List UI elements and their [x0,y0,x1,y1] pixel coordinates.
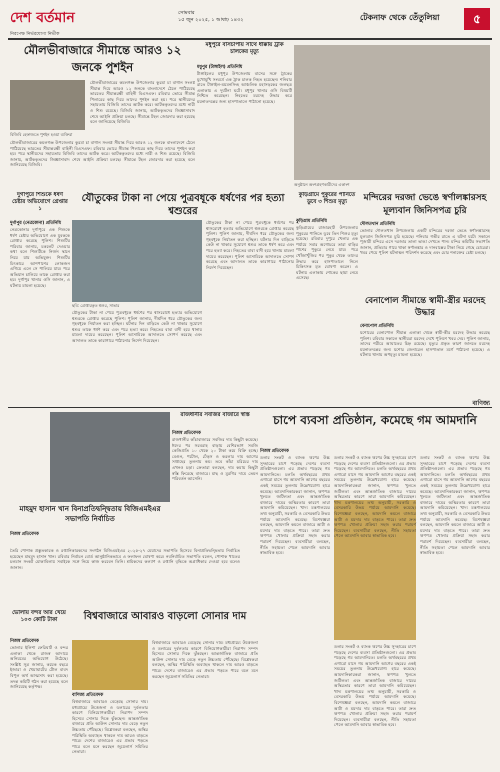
article-a1 [10,42,195,192]
a6-byline: দৌলতখান প্রতিনিধি [360,222,395,227]
a9-headline: রাজধানীর সবজির বাজারে স্বস্তি [180,412,250,418]
article-a5 [296,192,358,367]
a12-body-2: বিশ্ববাজারে আবারও বেড়েছে সোনার দাম। মধ্যপ্রাচ্যে উত্তেজনা ও ডলারের দুর্বলতার কারণে বিনিয়োগকারীরা নিরাপদ সম্পদ হিসেবে সোনার দিকে ঝুঁকছেন। আন্তর্জাতিক বাজারে প্রতি আউন্স সোনার দাম বেড়ে নতুন উচ্চতায় পৌঁছেছে। বিশ্লেষকরা বলছেন, অস্থির পরিস্থিতি অব্যাহত থাকলে দাম আরও বাড়তে পারে। দেশের বাজারেও এর প্রভাব পড়তে পারে বলে মনে করছেন জুয়েলার্স সমিতির নেতারা। [72,699,148,755]
a1-photo [10,80,85,130]
date: ১৫ জুন ২০২৫, ১ আষাঢ় ১৪৩২ [178,17,244,23]
a12-photo [72,640,148,690]
a6-headline: মন্দিরের দরজা ভেঙে স্বর্ণালঙ্কারসহ মূল্যবান জিনিসপত্র চুরি [363,193,487,216]
a1-body-2: মৌলভীবাজারের কমলগঞ্জ উপজেলার কুরমা চা বাগান সংলগ্ন সীমান্ত দিয়ে আরও ১২ জনকে বাংলাদেশে ঠেলে পাঠিয়েছে ভারতের সীমান্তরক্ষী বাহিনী বিএসএফ। রবিবার ভোরে সীমান্ত পিলারের কাছ দিয়ে তাদের পুশইন করা হয়। পরে স্থানীয়দের সহায়তায় বিজিবি তাদের আটক করে। আটককৃতদের মধ্যে নারী ও শিশু রয়েছে। বিজিবি জানায়, আটককৃতদের জিজ্ঞাসাবাদ শেষে আইনি প্রক্রিয়া চলছে। সীমান্তে টহল জোরদার করা হয়েছে বলে জানিয়েছে বিজিবি। [10,140,195,168]
a7-byline: বেনাপোল প্রতিনিধি [360,324,394,329]
a10-body-3: ডলার সংকট ও ব্যাংক ঋণের উচ্চ সুদহারের চাপে পড়েছে দেশের ব্যবসা প্রতিষ্ঠানগুলো। এর প্রভাব পড়েছে গম আমদানিতে। চলতি অর্থবছরের প্রথম এগারো মাসে গম আমদানি আগের বছরের একই সময়ের তুলনায় উল্লেখযোগ্য হারে কমেছে। আমদানিকারকরা জানান, ঋণপত্র খুলতে জটিলতা এবং আন্তর্জাতিক বাজারে দামের অস্থিরতার কারণে তারা আমদানি কমিয়েছেন। খাদ্য মন্ত্রণালয়ের তথ্য অনুযায়ী, সরকারি ও বেসরকারি উভয় পর্যায়ে আমদানি কমেছে। বিশেষজ্ঞরা বলছেন, আমদানি কমলে বাজারে আটা ও ময়দার দাম বাড়তে পারে। তারা দ্রুত ঋণপত্র খোলার প্রক্রিয়া সহজ করার পরামর্শ দিয়েছেন। ব্যবসায়ীরা বলছেন, নীতি সহায়তা পেলে আমদানি আবার স্বাভাবিক হবে। [334,644,416,728]
a7-headline: বেনাপোল সীমান্তে স্বামী-স্ত্রীর মরদেহ উদ্ধার [364,296,486,318]
a1-photo-caption: বিজিবি হেফাজতে পুশইন হওয়া ব্যক্তিরা [10,132,73,137]
a10-body-4: ডলার সংকট ও ব্যাংক ঋণের উচ্চ সুদহারের চাপে পড়েছে দেশের ব্যবসা প্রতিষ্ঠানগুলো। এর প্রভাব পড়েছে গম আমদানিতে। চলতি অর্থবছরের প্রথম এগারো মাসে গম আমদানি আগের বছরের একই সময়ের তুলনায় উল্লেখযোগ্য হারে কমেছে। আমদানিকারকরা জানান, ঋণপত্র খুলতে জটিলতা এবং আন্তর্জাতিক বাজারে দামের অস্থিরতার কারণে তারা আমদানি কমিয়েছেন। খাদ্য মন্ত্রণালয়ের তথ্য অনুযায়ী, সরকারি ও বেসরকারি উভয় পর্যায়ে আমদানি কমেছে। বিশেষজ্ঞরা বলছেন, আমদানি কমলে বাজারে আটা ও ময়দার দাম বাড়তে পারে। তারা দ্রুত ঋণপত্র খোলার প্রক্রিয়া সহজ করার পরামর্শ দিয়েছেন। ব্যবসায়ীরা বলছেন, নীতি সহায়তা পেলে আমদানি আবার স্বাভাবিক হবে। [420,455,490,556]
a3-headline: যৌতুকের টাকা না পেয়ে পুত্রবধূকে ধর্ষণের পর হত্যা শ্বশুরের [81,193,285,217]
a2-byline: মধুপুর (টাঙ্গাইল) প্রতিনিধি [197,65,243,70]
page-number: ৫ [464,8,490,30]
a5-headline: কুড়িগ্রামে পুকুরের পানিতে ডুবে ৩ শিশুর মৃত্যু [298,192,356,205]
a11-headline: ভোলায় বন্দর আর খেয়ে ১০৩ কোটি টাকা [12,610,66,623]
logo-text: দেশ বর্তমান [10,10,75,26]
section-label: বাণিজ্য [440,398,490,407]
a10-byline: নিজস্ব প্রতিবেদক [260,449,289,454]
a12-byline: বাণিজ্য প্রতিবেদক [72,693,104,698]
a5-body: কুড়িগ্রামের রাজারহাট উপজেলায় পুকুরের পানিতে ডুবে তিন শিশুর মৃত্যু হয়েছে। রবিবার দুপুরে খেলার এক পর্যায়ে সবার অগোচরে তারা বাড়ির পাশের পুকুরে নেমে যায়। পরে খোঁজাখুঁজির পর পুকুর থেকে তাদের উদ্ধার করে হাসপাতালে নিলে চিকিৎসক মৃত ঘোষণা করেন। এ ঘটনায় এলাকায় শোকের ছায়া নেমে এসেছে। [296,225,358,281]
masthead [0,0,500,40]
a3-body: যৌতুকের টাকা না পেয়ে পুত্রবধূকে ধর্ষণের পর শ্বাসরোধে হত্যার অভিযোগে শ্বশুরকে গ্রেপ্তার করেছে পুলিশ। পুলিশ জানায়, দীর্ঘদিন ধরে যৌতুকের জন্য গৃহবধূকে নির্যাতন করা হচ্ছিল। ঘটনার দিন বাড়িতে কেউ না থাকার সুযোগে শ্বশুর তাকে ধর্ষণ করে এবং পরে হত্যা করে। নিহতের বাবা বাদী হয়ে থানায় মামলা দায়ের করেছেন। পুলিশ আসামিকে আদালতে সোপর্দ করেছে এবং আদালত তাকে কারাগারে পাঠানোর নির্দেশ দিয়েছেন। [206,220,294,270]
a1-body: মৌলভীবাজারের কমলগঞ্জ উপজেলার কুরমা চা বাগান সংলগ্ন সীমান্ত দিয়ে আরও ১২ জনকে বাংলাদেশে ঠেলে পাঠিয়েছে ভারতের সীমান্তরক্ষী বাহিনী বিএসএফ। রবিবার ভোরে সীমান্ত পিলারের কাছ দিয়ে তাদের পুশইন করা হয়। পরে স্থানীয়দের সহায়তায় বিজিবি তাদের আটক করে। আটককৃতদের মধ্যে নারী ও শিশু রয়েছে। বিজিবি জানায়, আটককৃতদের জিজ্ঞাসাবাদ শেষে আইনি প্রক্রিয়া চলছে। সীমান্তে টহল জোরদার করা হয়েছে বলে জানিয়েছে বিজিবি। [90,80,195,125]
section-divider [8,407,492,408]
article-a8 [10,412,170,547]
a3-photo-caption: ছবি: গ্রেপ্তারকৃত শ্বশুর, সাভার [72,303,120,308]
a3-body-2: যৌতুকের টাকা না পেয়ে পুত্রবধূকে ধর্ষণের পর শ্বাসরোধে হত্যার অভিযোগে শ্বশুরকে গ্রেপ্তার করেছে পুলিশ। পুলিশ জানায়, দীর্ঘদিন ধরে যৌতুকের জন্য গৃহবধূকে নির্যাতন করা হচ্ছিল। ঘটনার দিন বাড়িতে কেউ না থাকার সুযোগে শ্বশুর তাকে ধর্ষণ করে এবং পরে হত্যা করে। নিহতের বাবা বাদী হয়ে থানায় মামলা দায়ের করেছেন। পুলিশ আসামিকে আদালতে সোপর্দ করেছে এবং আদালত তাকে কারাগারে পাঠানোর নির্দেশ দিয়েছেন। [72,310,202,343]
a9-byline: নিজস্ব প্রতিবেদক [172,431,201,436]
a5-byline: কুড়িগ্রাম প্রতিনিধি [296,219,327,224]
a1-headline: মৌলভীবাজারে সীমান্তে আরও ১২ জনকে পুশইন [23,43,182,74]
a10-body-2: ডলার সংকট ও ব্যাংক ঋণের উচ্চ সুদহারের চাপে পড়েছে দেশের ব্যবসা প্রতিষ্ঠানগুলো। এর প্রভাব পড়েছে গম আমদানিতে। চলতি অর্থবছরের প্রথম এগারো মাসে গম আমদানি আগের বছরের একই সময়ের তুলনায় উল্লেখযোগ্য হারে কমেছে। আমদানিকারকরা জানান, ঋণপত্র খুলতে জটিলতা এবং আন্তর্জাতিক বাজারে দামের অস্থিরতার কারণে তারা আমদানি কমিয়েছেন। খাদ্য মন্ত্রণালয়ের তথ্য অনুযায়ী, সরকারি ও বেসরকারি উভয় পর্যায়ে আমদানি কমেছে। বিশেষজ্ঞরা বলছেন, আমদানি কমলে বাজারে আটা ও ময়দার দাম বাড়তে পারে। তারা দ্রুত ঋণপত্র খোলার প্রক্রিয়া সহজ করার পরামর্শ দিয়েছেন। ব্যবসায়ীরা বলছেন, নীতি সহায়তা পেলে আমদানি আবার স্বাভাবিক হবে। [334,455,416,539]
a12-headline: বিশ্ববাজারে আবারও বাড়লো সোনার দাম [83,611,247,622]
a9-body: রাজধানীর কাঁচাবাজারে সবজির দাম কিছুটা কমেছে। ঈদের পর সরবরাহ বাড়ায় বেশিরভাগ সবজি কেজিপ্রতি ১০ থেকে ২০ টাকা কমে বিক্রি হচ্ছে। বেগুন, পটোল, ঢেঁড়স ও করলার দাম আগের সপ্তাহের তুলনায় কম। তবে কাঁচা মরিচের দাম এখনও চড়া। ক্রেতারা বলছেন, দাম কমায় কিছুটা স্বস্তি ফিরেছে বাজারে। মাছ ও মুরগির দামে তেমন পরিবর্তন আসেনি। [172,437,258,482]
a10-body: ডলার সংকট ও ব্যাংক ঋণের উচ্চ সুদহারের চাপে পড়েছে দেশের ব্যবসা প্রতিষ্ঠানগুলো। এর প্রভাব পড়েছে গম আমদানিতে। চলতি অর্থবছরের প্রথম এগারো মাসে গম আমদানি আগের বছরের একই সময়ের তুলনায় উল্লেখযোগ্য হারে কমেছে। আমদানিকারকরা জানান, ঋণপত্র খুলতে জটিলতা এবং আন্তর্জাতিক বাজারে দামের অস্থিরতার কারণে তারা আমদানি কমিয়েছেন। খাদ্য মন্ত্রণালয়ের তথ্য অনুযায়ী, সরকারি ও বেসরকারি উভয় পর্যায়ে আমদানি কমেছে। বিশেষজ্ঞরা বলছেন, আমদানি কমলে বাজারে আটা ও ময়দার দাম বাড়তে পারে। তারা দ্রুত ঋণপত্র খোলার প্রক্রিয়া সহজ করার পরামর্শ দিয়েছেন। ব্যবসায়ীরা বলছেন, নীতি সহায়তা পেলে আমদানি আবার স্বাভাবিক হবে। [260,455,330,556]
a2-headline: মধুপুরে বাসচাপায় সাথে ধাক্কায় ট্রাক চালকের মৃত্যু [205,42,284,55]
logo [10,6,170,36]
a10-headline: চাপে ব্যবসা প্রতিষ্ঠান, কমেছে গম আমদানি [273,413,477,427]
a8-byline: নিজস্ব প্রতিবেদক [10,532,39,537]
a8-body: তৈরি পোশাক প্রস্তুতকারক ও রপ্তানিকারকদের সংগঠন বিজিএমইএর ২০২৫-২৭ মেয়াদের সভাপতি হিসেবে বিনাপ্রতিদ্বন্দ্বিতায় নির্বাচিত হয়েছেন মাহমুদ হাসান খান। রবিবার নির্বাচন বোর্ড আনুষ্ঠানিকভাবে এ ফলাফল ঘোষণা করে। নবনির্বাচিত সভাপতি বলেন, পোশাক খাতের চলমান সংকট মোকাবিলায় সবাইকে সঙ্গে নিয়ে কাজ করবেন তিনি। শ্রমিকদের কল্যাণ ও রপ্তানি বৃদ্ধিকে অগ্রাধিকার দেওয়া হবে বলেও জানান। [10,548,240,570]
section-title: টেকনাফ থেকে তেঁতুলিয়া [360,12,440,22]
a11-body: ভোলার ইলিশা ফেরিঘাট ও বন্দর এলাকা থেকে রাজস্ব আদায়ে অনিয়মের অভিযোগ উঠেছে। সংশ্লিষ্ট সূত্র জানায়, কয়েক বছরে ইজারা ও খেয়াঘাটের টোল বাবদ বিপুল অর্থ আত্মসাৎ করা হয়েছে। তদন্ত কমিটি গঠন করা হয়েছে বলে জানিয়েছে কর্তৃপক্ষ। [10,645,68,690]
article-a11 [10,610,68,764]
tagline: নিরপেক্ষ নির্ভরযোগ্য নির্ভীক [10,32,60,36]
article-a6 [360,192,490,292]
a11-byline: নিজস্ব প্রতিবেদক [10,639,39,644]
article-a2 [197,42,292,192]
masthead-rule [8,38,492,40]
day: সোমবার [178,10,195,16]
a4-byline: দুর্গাপুর (নেত্রকোনা) প্রতিনিধি [10,221,61,226]
article-a12 [72,610,258,764]
event-photo-caption: অনুষ্ঠানে অংশগ্রহণকারীদের একাংশ [294,182,350,187]
event-photo [294,45,490,180]
a12-body: বিশ্ববাজারে আবারও বেড়েছে সোনার দাম। মধ্যপ্রাচ্যে উত্তেজনা ও ডলারের দুর্বলতার কারণে বিনিয়োগকারীরা নিরাপদ সম্পদ হিসেবে সোনার দিকে ঝুঁকছেন। আন্তর্জাতিক বাজারে প্রতি আউন্স সোনার দাম বেড়ে নতুন উচ্চতায় পৌঁছেছে। বিশ্লেষকরা বলছেন, অস্থির পরিস্থিতি অব্যাহত থাকলে দাম আরও বাড়তে পারে। দেশের বাজারেও এর প্রভাব পড়তে পারে বলে মনে করছেন জুয়েলার্স সমিতির নেতারা। [152,640,258,679]
a6-body: ভোলার দৌলতখান উপজেলায় একটি মন্দিরের দরজা ভেঙে স্বর্ণালঙ্কারসহ মূল্যবান জিনিসপত্র চুরি হয়েছে। শনিবার গভীর রাতে এ ঘটনা ঘটে। সকালে পূজারী মন্দিরে এসে দরজার তালা ভাঙা দেখতে পান। মন্দির কমিটির সভাপতি জানান, প্রতিমার গায়ে থাকা স্বর্ণালঙ্কার ও দানবাক্সের টাকা নিয়ে গেছে চোরেরা। খবর পেয়ে পুলিশ ঘটনাস্থল পরিদর্শন করেছে এবং চোর শনাক্তের চেষ্টা চলছে। [360,228,490,256]
article-a9 [172,412,258,610]
a7-body: যশোরের বেনাপোল সীমান্ত এলাকা থেকে স্বামী-স্ত্রীর মরদেহ উদ্ধার করেছে পুলিশ। রবিবার সকালে স্থানীয়রা মরদেহ দেখে পুলিশে খবর দেয়। পুলিশ জানায়, তাদের শরীরে আঘাতের চিহ্ন রয়েছে। মৃত্যুর প্রকৃত কারণ জানতে মরদেহ ময়নাতদন্তের জন্য যশোর জেনারেল হাসপাতাল মর্গে পাঠানো হয়েছে। এ ঘটনায় থানায় অপমৃত্যু মামলা হয়েছে। [360,330,490,358]
article-a10 [260,412,490,764]
article-a4 [10,192,70,367]
article-a3 [72,192,294,367]
dateline [178,10,308,32]
a4-body: নেত্রকোনার দুর্গাপুরে এক শিশুকে ধর্ষণ চেষ্টার অভিযোগে এক যুবককে গ্রেপ্তার করেছে পুলিশ। শিশুটির পরিবার জানায়, চকলেট দেওয়ার কথা বলে শিশুটিকে নির্জন স্থানে নিয়ে যায় অভিযুক্ত। শিশুটির চিৎকারে আশপাশের লোকজন এগিয়ে এলে সে পালিয়ে যায়। পরে অভিযান চালিয়ে তাকে গ্রেপ্তার করা হয়। দুর্গাপুর থানার ওসি জানান, এ ঘটনায় মামলা হয়েছে। [10,227,70,288]
article-a7 [360,295,490,405]
a8-photo [50,412,170,502]
a8-headline: মাহমুদ হাসান খান বিনাপ্রতিদ্বন্দ্বিতায় বিজিএমইএর সভাপতি নির্বাচিত [19,504,161,523]
a3-photo [72,220,202,302]
a2-body: টাঙ্গাইলের মধুপুর উপজেলায় বাসের সঙ্গে ট্রাকের মুখোমুখি সংঘর্ষে এক ট্রাক চালক নিহত হয়েছেন। শনিবার রাতে টাঙ্গাইল-ময়মনসিংহ আঞ্চলিক মহাসড়কের জলছত্র এলাকায় এ দুর্ঘটনা ঘটে। মধুপুর থানার ওসি বিষয়টি নিশ্চিত করেছেন। নিহতের মরদেহ উদ্ধার করে ময়নাতদন্তের জন্য হাসপাতালে পাঠানো হয়েছে। [197,71,292,104]
a4-headline: দুর্গাপুরে শিশুকে ধর্ষণ চেষ্টার অভিযোগে গ্রেপ্তার ১ [12,192,68,212]
